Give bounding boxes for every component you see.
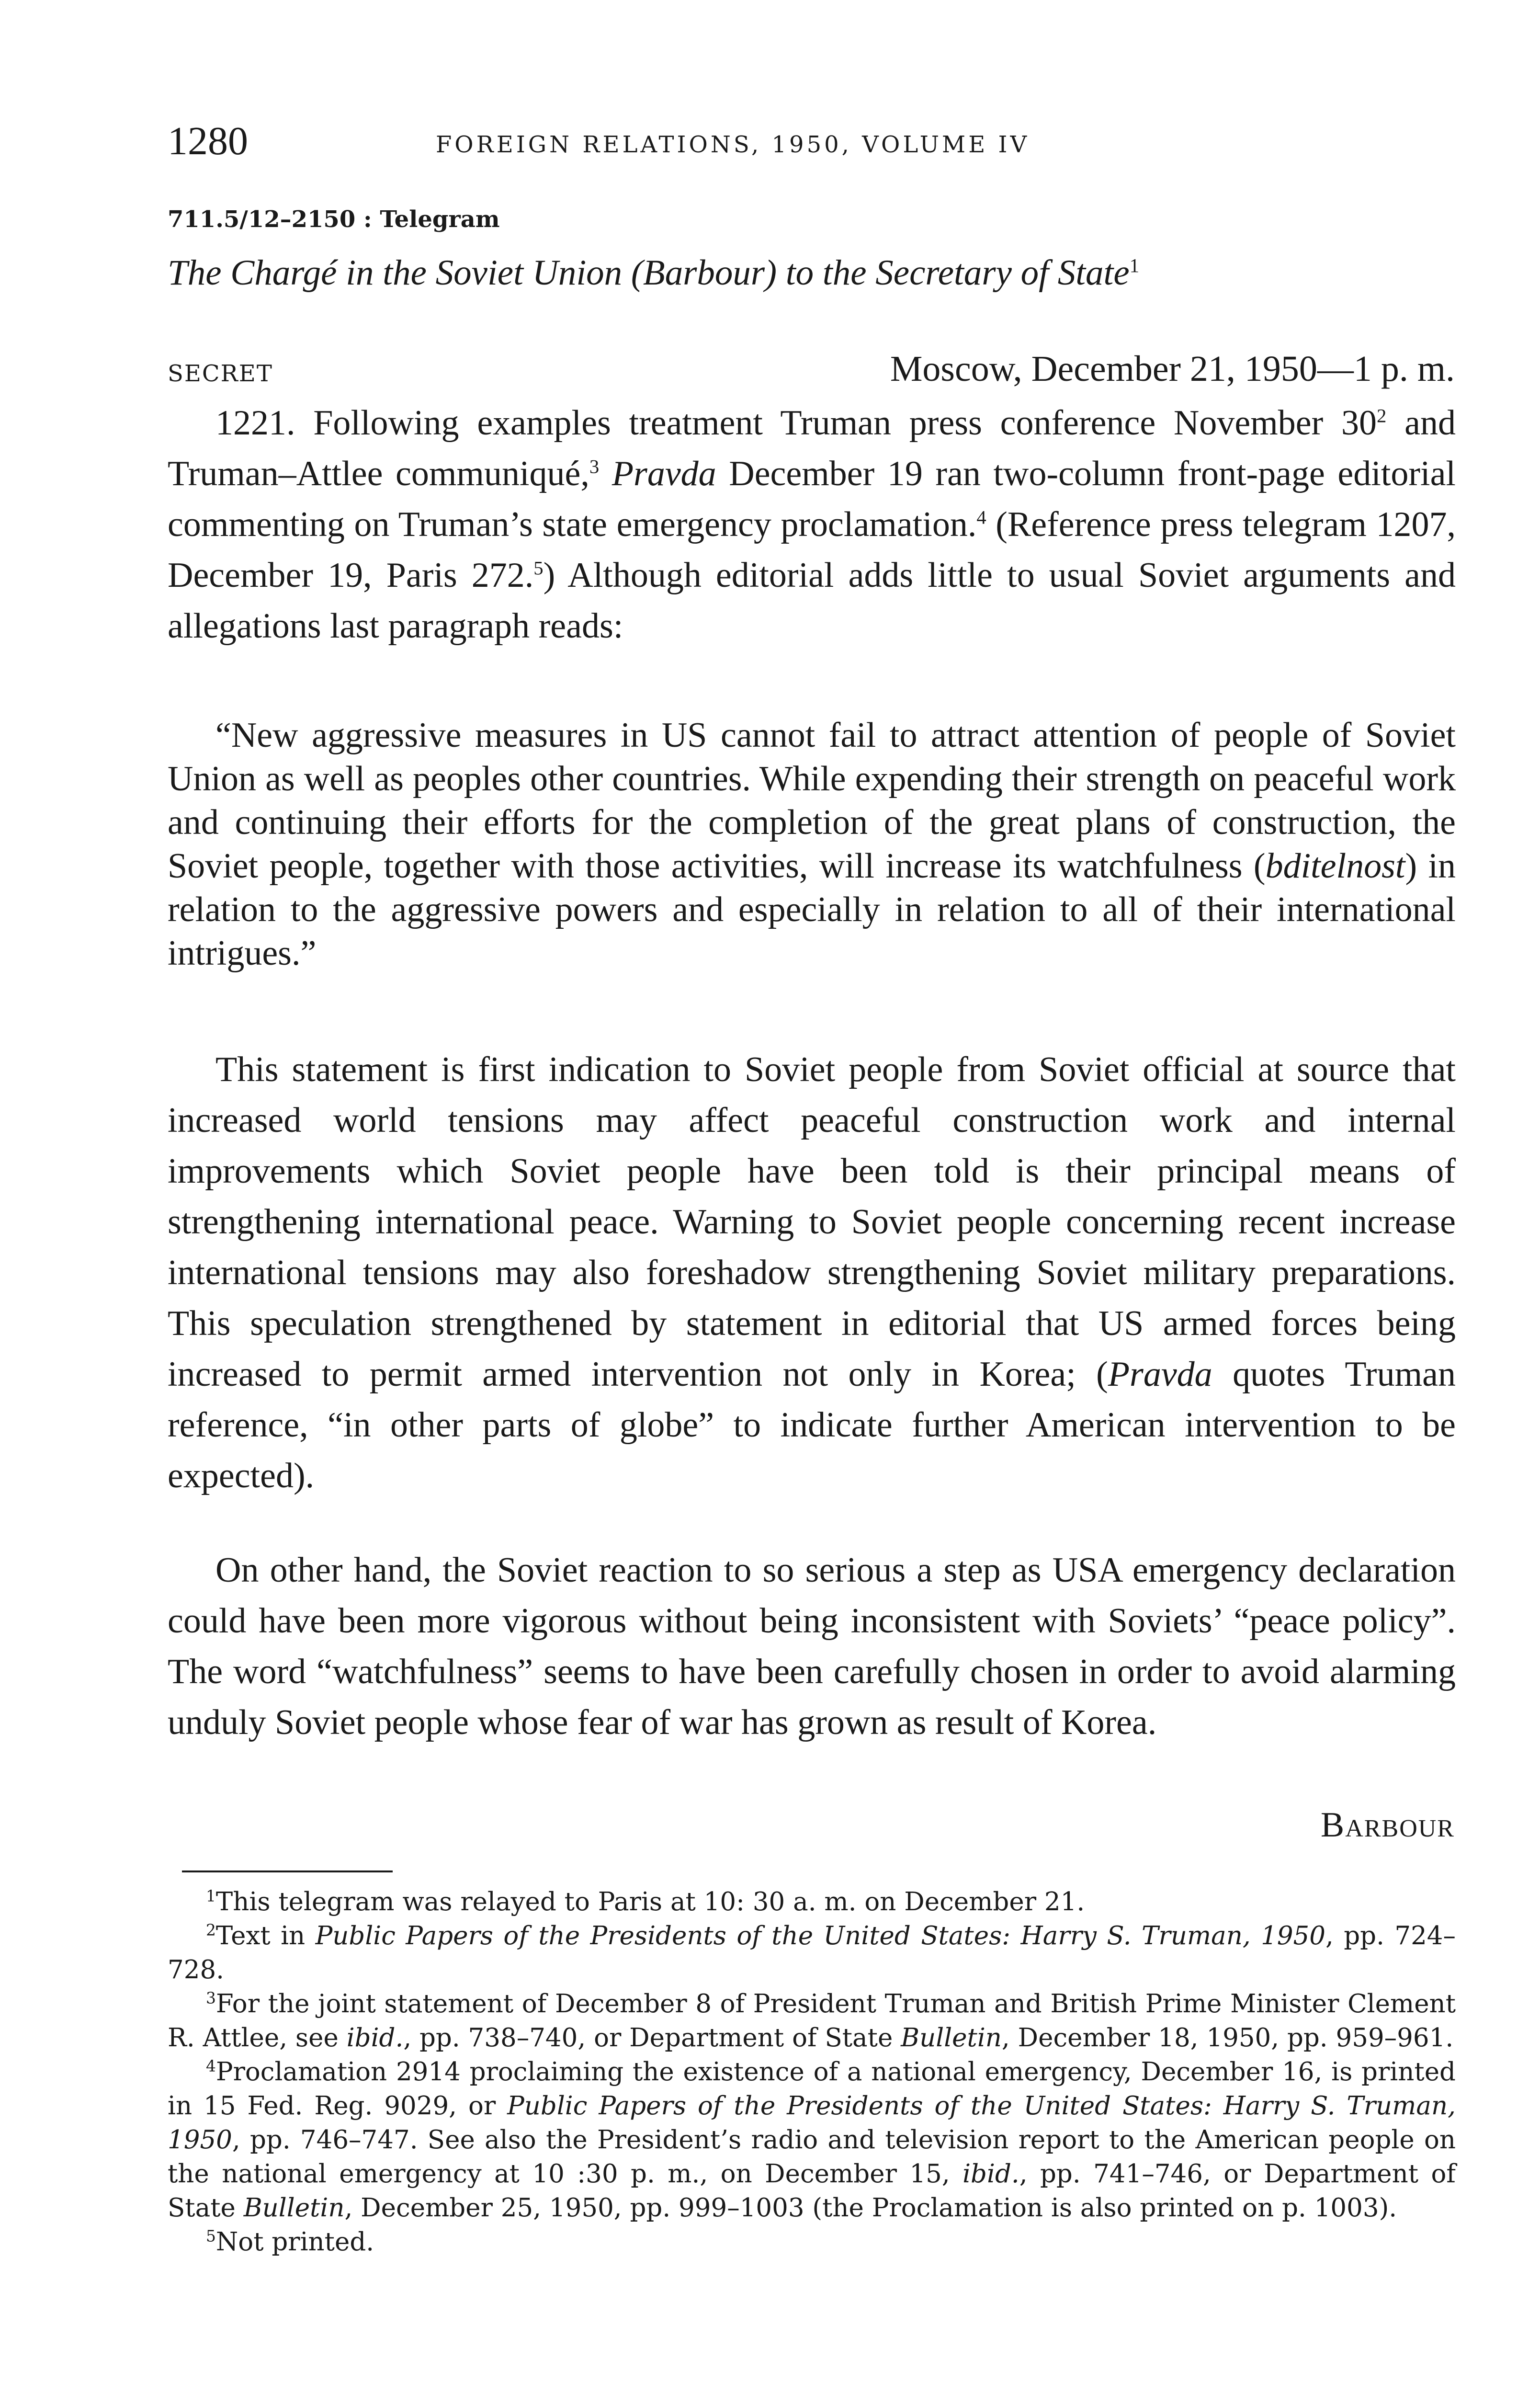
paragraph-2-text-a: This statement is first indication to Soviet people from Soviet official at source that increased world tensions may affect peaceful construction work and internal improvements which Soviet people have been told is their principal means of strengthening international peace. Warning to Soviet people concerning recent increase international tensions may also foreshadow strengthening Soviet military preparations. This speculation strengthened by statement in editorial that US armed forces being increased to permit armed intervention not only in Korea; ( bbox=[168, 1050, 1456, 1394]
file-reference: 711.5/12–2150 : Telegram bbox=[168, 206, 500, 233]
footnote-2-number: 2 bbox=[206, 1920, 216, 1939]
footnote-3-text-c: , December 18, 1950, pp. 959–961. bbox=[1001, 2023, 1454, 2053]
footnote-ref-4: 4 bbox=[976, 506, 986, 528]
footnote-2 bbox=[168, 1919, 1456, 1987]
footnote-4 bbox=[168, 2055, 1456, 2225]
footnote-5-number: 5 bbox=[206, 2226, 216, 2246]
footnote-3-number: 3 bbox=[206, 1988, 216, 2007]
signature: Barbour bbox=[1320, 1805, 1455, 1845]
paragraph-1-text-d: (Reference press telegram 1207, December 19, Paris 272. bbox=[168, 505, 1456, 595]
footnote-ref-2: 2 bbox=[1377, 405, 1387, 427]
footnote-3-text-a: For the joint statement of December 8 of President Truman and British Prime Minister Clement R. Attlee, see bbox=[168, 1989, 1456, 2053]
footnote-4-text-c: , pp. 746–747. See also the President’s radio and television report to the American people on the national emergency at 10 :30 p. m., on December 15, bbox=[168, 2125, 1456, 2189]
footnote-divider bbox=[182, 1870, 393, 1872]
footnote-2-italic: Public Papers of the Presidents of the United States: Harry S. Truman, 1950 bbox=[315, 1921, 1325, 1950]
classification-label: SECRET bbox=[168, 360, 273, 387]
footnote-4-text-e: , December 25, 1950, pp. 999–1003 (the Proclamation is also printed on p. 1003). bbox=[344, 2193, 1397, 2223]
page-header bbox=[168, 115, 1451, 172]
footnote-1-text: This telegram was relayed to Paris at 10: 30 a. m. on December 21. bbox=[215, 1887, 1085, 1916]
footnote-4-number: 4 bbox=[206, 2056, 216, 2076]
footnote-3 bbox=[168, 1987, 1456, 2055]
page-number: 1280 bbox=[168, 119, 248, 163]
quote-text-a: “New aggressive measures in US cannot fail to attract attention of people of Soviet Union as well as peoples other countries. While expending their strength on peaceful work and continuing their efforts for the completion of the great plans of construction, the Soviet people, together with those activities, will increase its watchfulness ( bbox=[168, 716, 1456, 886]
footnote-4-text-a: Proclamation 2914 proclaiming the existence of a national emergency, December 16, is printed in 15 Fed. Reg. 9029, or bbox=[168, 2057, 1456, 2121]
paragraph-3: On other hand, the Soviet reaction to so serious a step as USA emergency declaration could have been more vigorous without being inconsistent with Soviets’ “peace policy”. The word “watchfulness” seems to have been carefully chosen in order to avoid alarming unduly Soviet people whose fear of war has grown as result of Korea. bbox=[168, 1551, 1456, 1742]
document-title-text: The Chargé in the Soviet Union (Barbour) to the Secretary of State bbox=[168, 253, 1130, 293]
paragraph-1-text-c: December 19 ran two-column front-page editorial commenting on Truman’s state emergency proclamation. bbox=[168, 454, 1456, 544]
quote-text-b: ) in relation to the aggressive powers and especially in relation to all of their international intrigues.” bbox=[168, 846, 1456, 973]
pravda-italic: Pravda bbox=[611, 454, 716, 493]
paragraph-1 bbox=[168, 398, 1456, 651]
footnote-ref-1: 1 bbox=[1129, 254, 1140, 276]
footnote-3-ibid: ibid. bbox=[346, 2023, 404, 2053]
footnote-4-bulletin: Bulletin bbox=[243, 2193, 345, 2223]
footnote-1 bbox=[168, 1885, 1456, 1919]
pravda-italic-2: Pravda bbox=[1108, 1355, 1212, 1394]
footnote-3-bulletin: Bulletin bbox=[901, 2023, 1002, 2053]
footnote-ref-5: 5 bbox=[533, 557, 544, 579]
footnote-3-text-b: , pp. 738–740, or Department of State bbox=[403, 2023, 901, 2053]
footnotes bbox=[168, 1885, 1456, 2259]
footnote-2-text-c: , pp. 724–728. bbox=[168, 1921, 1456, 1984]
footnote-4-ibid: ibid. bbox=[962, 2159, 1019, 2189]
footnote-ref-3: 3 bbox=[589, 456, 600, 478]
running-head: FOREIGN RELATIONS, 1950, VOLUME IV bbox=[436, 131, 1030, 158]
quote-term-italic: bditelnost bbox=[1265, 846, 1405, 886]
footnote-5-text: Not printed. bbox=[215, 2227, 374, 2257]
paragraph-1-text-e: ) Although editorial adds little to usual Soviet arguments and allegations last paragraph reads: bbox=[168, 556, 1456, 646]
paragraph-1-text-a: 1221. Following examples treatment Truman press conference November 30 bbox=[215, 403, 1377, 443]
footnote-2-text-a: Text in bbox=[215, 1921, 316, 1950]
footnote-5 bbox=[168, 2225, 1456, 2259]
dateline: Moscow, December 21, 1950—1 p. m. bbox=[890, 349, 1455, 389]
footnote-4-text-d: , pp. 741–746, or Department of State bbox=[168, 2159, 1456, 2223]
footnote-1-number: 1 bbox=[206, 1886, 216, 1905]
paragraph-2-text-b: quotes Truman reference, “in other parts of globe” to indicate further American intervention to be expected). bbox=[168, 1355, 1456, 1495]
document-title bbox=[168, 249, 1139, 297]
footnote-4-italic: Public Papers of the Presidents of the United States: Harry S. Truman, 1950 bbox=[168, 2091, 1456, 2155]
paragraph-2 bbox=[168, 1044, 1456, 1501]
paragraph-1-text-b: and Truman–Attlee communiqué, bbox=[168, 403, 1456, 493]
editorial-quote bbox=[168, 714, 1456, 975]
